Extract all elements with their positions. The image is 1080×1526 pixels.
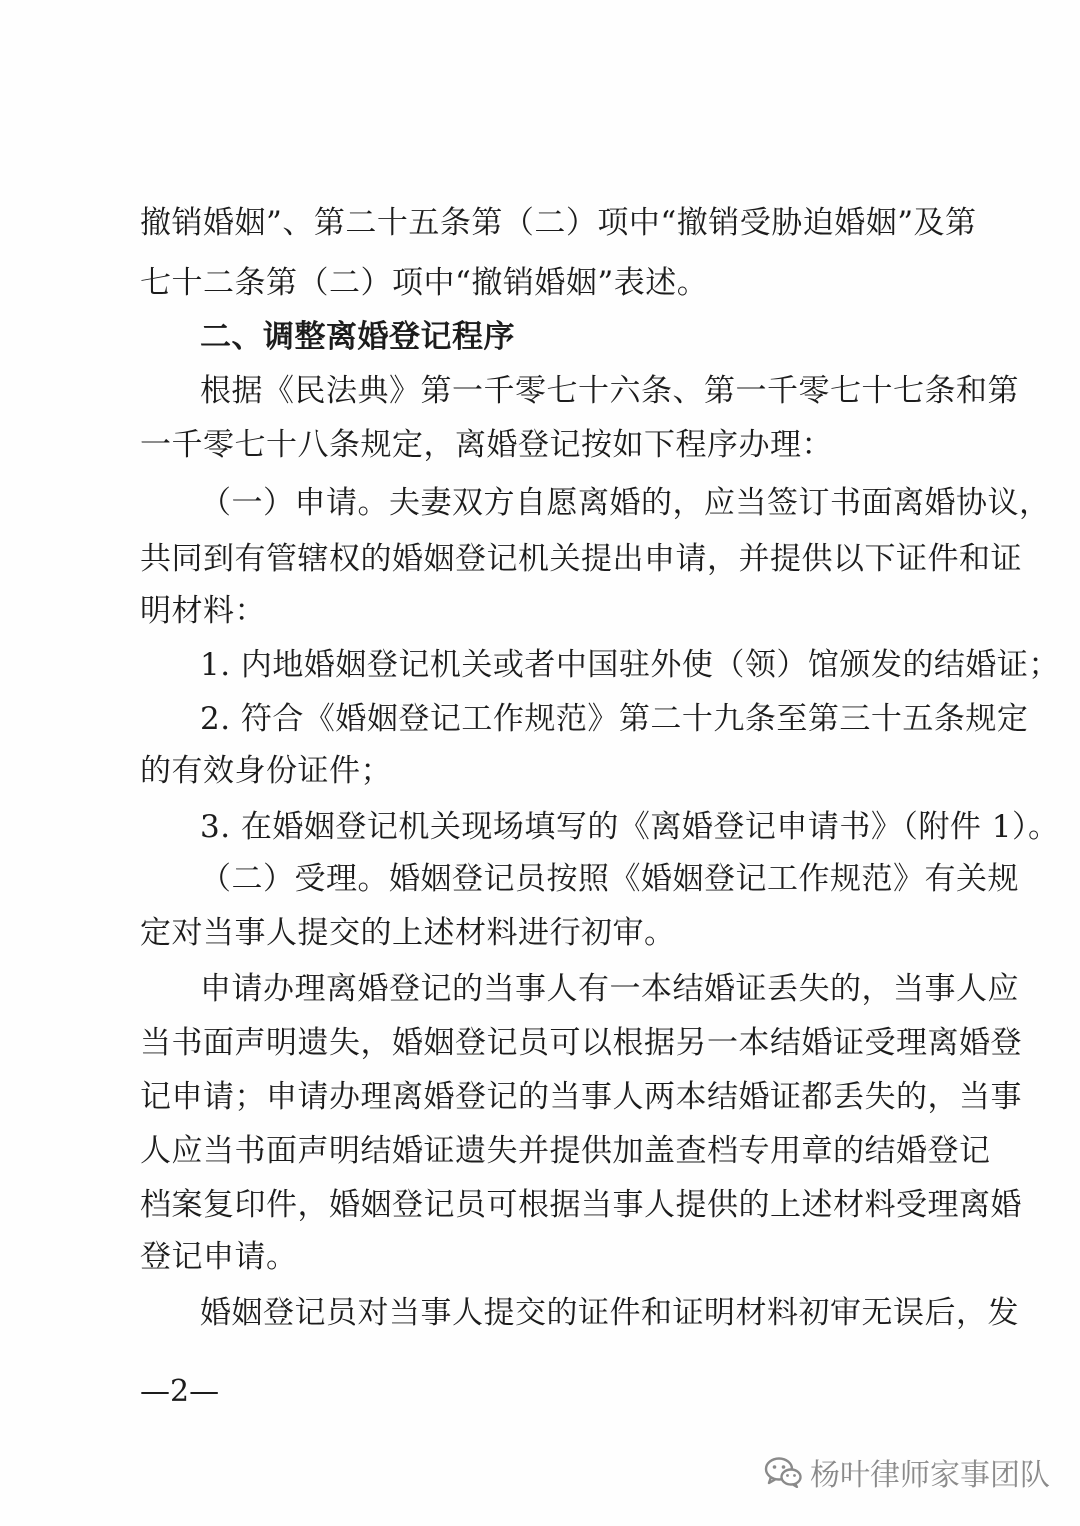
text-line: 当书面声明遗失，婚姻登记员可以根据另一本结婚证受理离婚登 — [140, 1025, 1022, 1061]
text-line: 人应当书面声明结婚证遗失并提供加盖查档专用章的结婚登记 — [140, 1133, 991, 1169]
text-line: 申请办理离婚登记的当事人有一本结婚证丢失的，当事人应 — [200, 971, 1019, 1007]
text-line: 撤销婚姻”、第二十五条第（二）项中“撤销受胁迫婚姻”及第 — [140, 205, 977, 241]
text-line: 的有效身份证件； — [140, 753, 392, 789]
text-line: 明材料： — [140, 593, 266, 629]
text-line: （一）申请。夫妻双方自愿离婚的，应当签订书面离婚协议， — [200, 485, 1051, 521]
list-item: 3. 在婚姻登记机关现场填写的《离婚登记申请书》（附件 1）。 — [200, 809, 1060, 845]
watermark-text: 杨叶律师家事团队 — [810, 1458, 1050, 1493]
text-line: 七十二条第（二）项中“撤销婚姻”表述。 — [140, 265, 709, 301]
text-line: 共同到有管辖权的婚姻登记机关提出申请，并提供以下证件和证 — [140, 541, 1022, 577]
section-heading: 二、调整离婚登记程序 — [200, 319, 515, 355]
page-number: —2— — [140, 1374, 220, 1409]
text-line: 定对当事人提交的上述材料进行初审。 — [140, 915, 676, 951]
text-line: 一千零七十八条规定，离婚登记按如下程序办理： — [140, 427, 833, 463]
text-line: 档案复印件，婚姻登记员可根据当事人提供的上述材料受理离婚 — [140, 1187, 1022, 1223]
text-line: 登记申请。 — [140, 1239, 298, 1275]
text-line: 记申请；申请办理离婚登记的当事人两本结婚证都丢失的，当事 — [140, 1079, 1022, 1115]
list-item: 1. 内地婚姻登记机关或者中国驻外使（领）馆颁发的结婚证； — [200, 647, 1060, 683]
text-line: （二）受理。婚姻登记员按照《婚姻登记工作规范》有关规 — [200, 861, 1019, 897]
text-line: 婚姻登记员对当事人提交的证件和证明材料初审无误后，发 — [200, 1295, 1019, 1331]
list-item: 2. 符合《婚姻登记工作规范》第二十九条至第三十五条规定 — [200, 701, 1029, 737]
wechat-icon — [764, 1456, 802, 1488]
watermark — [764, 1450, 1050, 1494]
text-line: 根据《民法典》第一千零七十六条、第一千零七十七条和第 — [200, 373, 1019, 409]
